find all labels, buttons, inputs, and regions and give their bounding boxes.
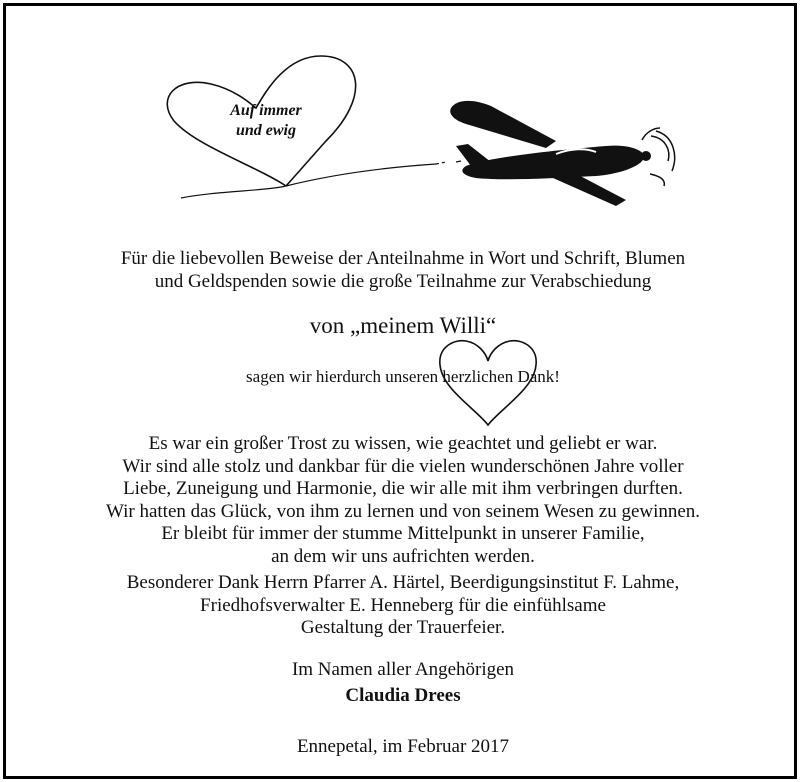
comfort-line: an dem wir uns aufrichten werden. xyxy=(271,545,535,567)
comfort-line: Er bleibt für immer der stumme Mittelpunkt in unserer Familie, xyxy=(161,523,645,544)
comfort-line: Es war ein großer Trost zu wissen, wie geachtet und geliebt er war. xyxy=(148,433,658,454)
signature-block xyxy=(6,657,800,709)
thanks-before: sagen wir hierdurch unseren xyxy=(246,367,439,386)
special-thanks-line: Friedhofsverwalter E. Henneberg für die einfühlsame xyxy=(200,594,606,616)
illustration xyxy=(156,46,676,216)
heart-caption-line1: Auf immer xyxy=(230,102,302,119)
signature-name: Claudia Drees xyxy=(345,685,461,706)
comfort-line: Wir sind alle stolz und dankbar für die vielen wunderschönen Jahre voller xyxy=(122,455,684,477)
special-thanks-line: Besonderer Dank Herrn Pfarrer A. Härtel, Beerdigungsinstitut F. Lahme, xyxy=(126,572,680,593)
comfort-line: Liebe, Zuneigung und Harmonie, die wir alle mit ihm verbringen durften. xyxy=(123,478,683,499)
intro-text xyxy=(6,248,800,293)
thanks-line xyxy=(6,367,800,387)
comfort-line: Wir hatten das Glück, von ihm zu lernen und von seinem Wesen zu gewinnen. xyxy=(105,500,701,522)
thanks-heart-word xyxy=(442,367,517,386)
heart-caption-line2: und ewig xyxy=(235,122,296,139)
thanks-after: Dank! xyxy=(517,367,560,386)
intro-line1: Für die liebevollen Beweise der Anteilnahme in Wort und Schrift, Blumen xyxy=(120,248,686,269)
comfort-paragraph xyxy=(6,433,800,568)
special-thanks-line: Gestaltung der Trauerfeier. xyxy=(300,617,506,638)
place-date: Ennepetal, im Februar 2017 xyxy=(296,736,510,757)
special-thanks xyxy=(6,572,800,640)
intro-line2: und Geldspenden sowie die große Teilnahme zur Verabschiedung xyxy=(154,270,652,292)
airplane-icon xyxy=(446,96,676,206)
dedication-line: von „meinem Willi“ xyxy=(309,313,497,338)
obituary-card xyxy=(3,3,797,779)
thanks-word: herzlichen xyxy=(442,367,514,386)
signature-label: Im Namen aller Angehörigen xyxy=(291,659,515,680)
heart-caption xyxy=(216,101,316,141)
